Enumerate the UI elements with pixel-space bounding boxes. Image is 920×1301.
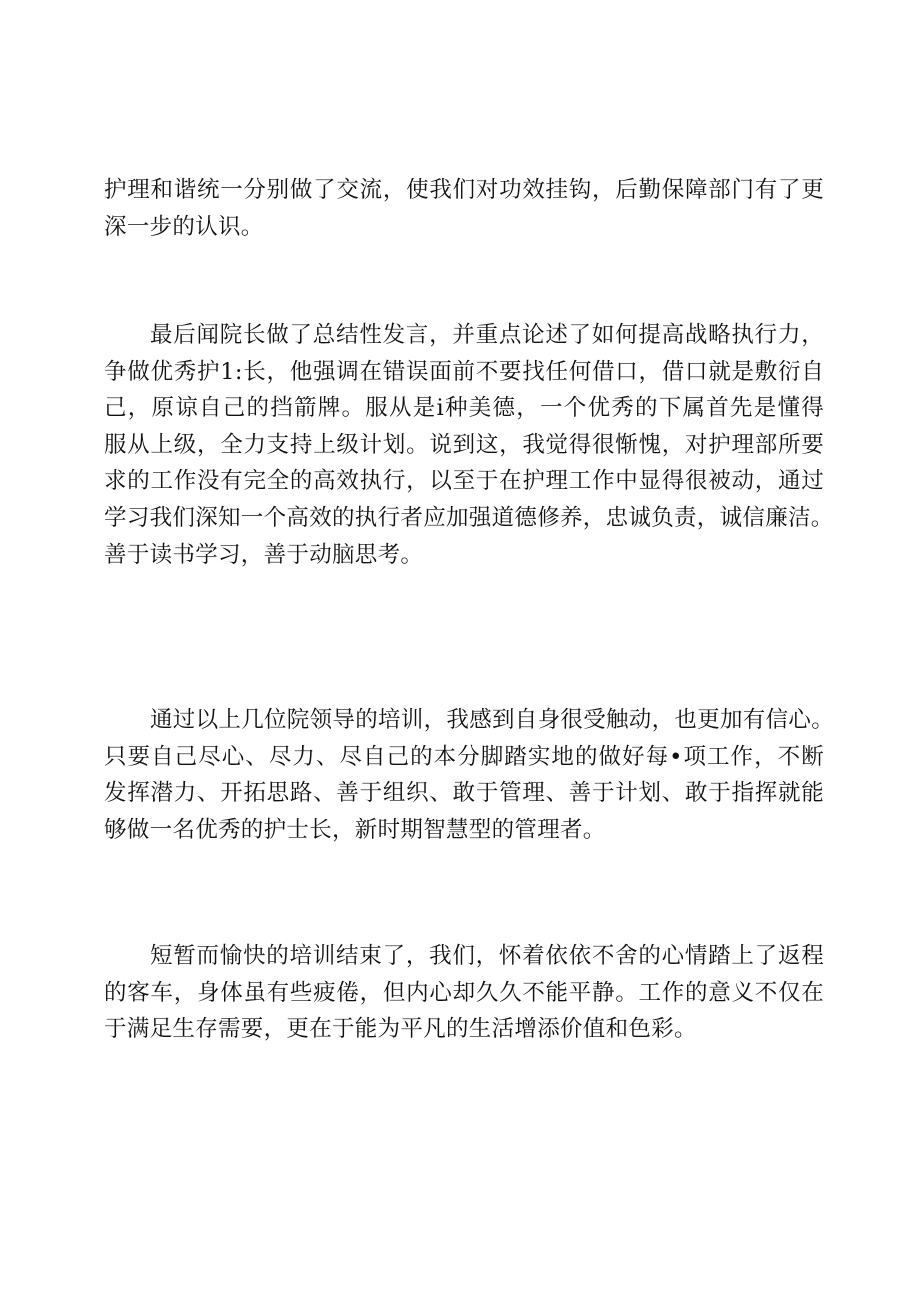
- paragraph-1-line-1: 护理和谐统一分别做了交流，使我们对功效挂钩，后勤保障部门有了更: [104, 177, 824, 203]
- paragraph-2-line-4: 服从上级，全力支持上级计划。说到这，我觉得很惭愧，对护理部所要: [104, 431, 824, 458]
- paragraph-4-line-2: 的客车，身体虽有些疲倦，但内心却久久不能平静。工作的意义不仅在: [104, 979, 824, 1006]
- paragraph-3-line-1: 通过以上几位院领导的培训，我感到自身很受触动，也更加有信心。: [150, 707, 835, 733]
- paragraph-2-line-7: 善于读书学习，善于动脑思考。: [104, 541, 424, 568]
- paragraph-2-line-1: 最后闻院长做了总结性发言，并重点论述了如何提高战略执行力，: [150, 322, 824, 348]
- paragraph-2: [104, 317, 834, 573]
- paragraph-1: [104, 172, 824, 245]
- paragraph-4-line-3: 于满足生存需要，更在于能为平凡的生活增添价值和色彩。: [104, 1016, 697, 1043]
- paragraph-3-line-4: 够做一名优秀的护士长，新时期智慧型的管理者。: [104, 816, 606, 843]
- paragraph-2-line-6: 学习我们深知一个高效的执行者应加强道德修养，忠诚负责，诚信廉洁。: [104, 504, 834, 531]
- paragraph-2-line-5: 求的工作没有完全的高效执行，以至于在护理工作中显得很被动，通过: [104, 468, 824, 495]
- paragraph-4-line-1: 短暂而愉快的培训结束了，我们，怀着依依不舍的心情踏上了返程: [150, 943, 824, 969]
- paragraph-1-line-2: 深一步的认识。: [104, 213, 264, 240]
- paragraph-3-line-3: 发挥潜力、开拓思路、善于组织、敢于管理、善于计划、敢于指挥就能: [104, 780, 824, 807]
- paragraph-2-line-2: 争做优秀护1:长，他强调在错误面前不要找任何借口，借口就是敷衍自: [104, 358, 824, 385]
- paragraph-2-line-3: 己，原谅自己的挡箭牌。服从是i种美德，一个优秀的下属首先是懂得: [104, 395, 824, 422]
- paragraph-3-line-2: 只要自己尽心、尽力、尽自己的本分脚踏实地的做好每•项工作，不断: [104, 743, 824, 770]
- paragraph-3: [104, 702, 835, 848]
- paragraph-4: [104, 938, 824, 1048]
